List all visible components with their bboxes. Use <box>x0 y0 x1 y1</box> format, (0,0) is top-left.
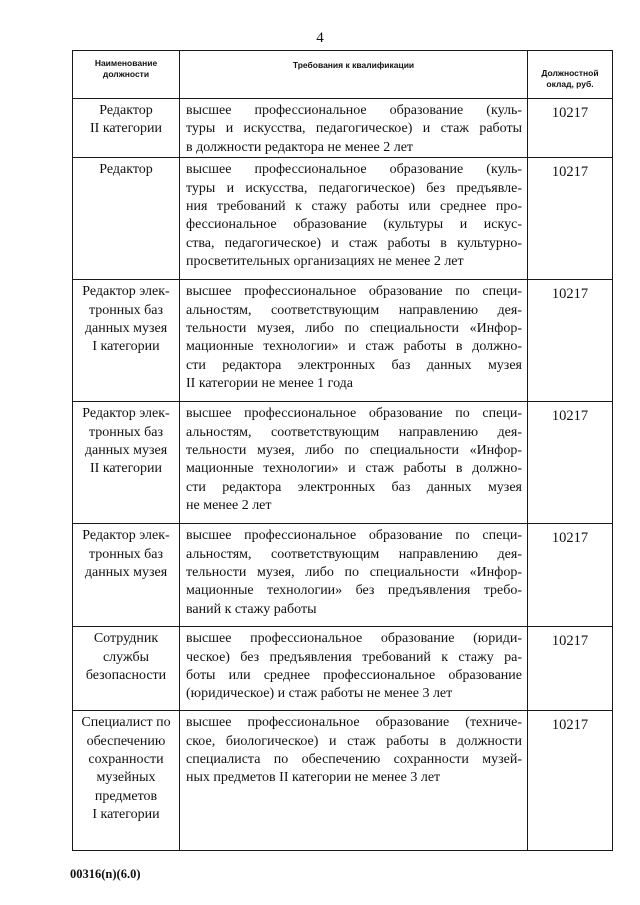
header-requirements: Требования к квалификации <box>180 51 528 99</box>
table-row <box>73 99 613 158</box>
position-cell <box>73 627 180 711</box>
requirements-line: туры и искусства, педагогическое) и стаж работы <box>186 121 522 137</box>
requirements-line: ных предметов II категории не менее 3 лет <box>186 770 441 786</box>
position-cell <box>73 158 180 280</box>
requirements-line: тельности музея, либо по специальности «Инфор- <box>186 321 522 337</box>
salary-cell: 10217 <box>528 99 613 158</box>
requirements-line: сти редактора электронных баз данных музея <box>186 479 522 495</box>
position-cell <box>73 711 180 851</box>
table-row <box>73 627 613 711</box>
salary-cell: 10217 <box>528 711 613 851</box>
position-line: I категории <box>92 807 160 823</box>
header-position: Наименование должности <box>73 51 180 99</box>
requirements-line: высшее профессиональное образование (юриди- <box>186 631 522 647</box>
table-row <box>73 524 613 627</box>
requirements-cell <box>180 524 528 627</box>
salary-cell: 10217 <box>528 402 613 524</box>
position-line: II категории <box>90 461 162 477</box>
salary-cell: 10217 <box>528 627 613 711</box>
table-row <box>73 280 613 402</box>
requirements-line: высшее профессиональное образование (куль- <box>186 162 522 178</box>
table-body <box>73 99 613 851</box>
requirements-line: высшее профессиональное образование (куль- <box>186 103 522 118</box>
position-line: Редактор элек- <box>82 528 170 544</box>
position-line: безопасности <box>85 668 167 684</box>
position-cell <box>73 99 180 158</box>
requirements-line: сти редактора электронных баз данных музея <box>186 357 522 373</box>
requirements-line: ния требований к стажу работы или среднее про- <box>186 199 522 215</box>
position-line: Редактор <box>99 162 153 178</box>
document-code: 00316(n)(6.0) <box>70 867 141 881</box>
requirements-line: (юридическое) и стаж работы не менее 3 лет <box>186 686 453 702</box>
table-header-row <box>73 51 613 99</box>
requirements-line: специалиста по обеспечению сохранности музей- <box>186 752 522 768</box>
page-number: 4 <box>316 30 324 46</box>
position-line: музейных <box>96 770 156 786</box>
requirements-line: ческое) без предъявления требований к стажу ра- <box>186 649 522 665</box>
position-cell <box>73 402 180 524</box>
requirements-line: тельности музея, либо по специальности «Инфор- <box>186 565 522 581</box>
requirements-line: в должности редактора не менее 2 лет <box>186 139 414 155</box>
requirements-line: мационные технологии» и стаж работы в должно- <box>186 339 522 355</box>
position-line: Редактор <box>99 103 153 118</box>
position-line: Редактор элек- <box>82 284 170 300</box>
requirements-cell <box>180 280 528 402</box>
requirements-cell <box>180 402 528 524</box>
table-row <box>73 402 613 524</box>
requirements-cell <box>180 711 528 851</box>
requirements-line: альностям, соответствующим направлению дея- <box>186 546 522 562</box>
requirements-line: не менее 2 лет <box>186 498 272 514</box>
requirements-line: высшее профессиональное образование (техниче- <box>186 715 522 731</box>
requirements-cell <box>180 627 528 711</box>
requirements-line: боты или среднее профессиональное образование <box>186 668 522 684</box>
requirements-line: высшее профессиональное образование по специ- <box>186 528 522 544</box>
requirements-cell <box>180 99 528 158</box>
position-cell <box>73 524 180 627</box>
requirements-line: тельности музея, либо по специальности «Инфор- <box>186 443 522 459</box>
position-line: обеспечению <box>86 733 166 749</box>
position-line: Редактор элек- <box>82 406 170 422</box>
position-line: сохранности <box>88 752 164 768</box>
position-line: II категории <box>90 121 162 137</box>
salary-cell: 10217 <box>528 280 613 402</box>
requirements-line: фессиональное образование (культуры и искус- <box>186 217 522 233</box>
salary-cell: 10217 <box>528 158 613 280</box>
requirements-line: высшее профессиональное образование по специ- <box>186 284 522 300</box>
requirements-line: II категории не менее 1 года <box>186 376 354 392</box>
salary-cell: 10217 <box>528 524 613 627</box>
position-line: данных музея <box>84 321 168 337</box>
qualification-table <box>72 50 613 851</box>
requirements-line: высшее профессиональное образование по специ- <box>186 406 522 422</box>
position-line: службы <box>102 649 150 665</box>
requirements-cell <box>180 158 528 280</box>
requirements-line: просветительных организациях не менее 2 лет <box>186 254 464 270</box>
table-row <box>73 158 613 280</box>
requirements-line: мационные технологии» без предъявления требо- <box>186 583 522 599</box>
requirements-line: ства, педагогическое) и стаж работы в культурно- <box>186 235 522 251</box>
requirements-line: мационные технологии» и стаж работы в должно- <box>186 461 522 477</box>
requirements-line: альностям, соответствующим направлению дея- <box>186 424 522 440</box>
position-line: предметов <box>94 788 158 804</box>
position-line: данных музея <box>84 565 168 581</box>
position-line: Специалист по <box>81 715 171 731</box>
position-line: Сотрудник <box>93 631 159 647</box>
requirements-line: ское, биологическое) и стаж работы в должности <box>186 733 522 749</box>
requirements-line: туры и искусства, педагогическое) без предъявле- <box>186 180 522 196</box>
position-line: тронных баз <box>88 546 164 562</box>
position-cell <box>73 280 180 402</box>
table-row <box>73 711 613 851</box>
position-line: тронных баз <box>88 424 164 440</box>
requirements-line: альностям, соответствующим направлению дея- <box>186 302 522 318</box>
position-line: I категории <box>92 339 160 355</box>
requirements-line: ваний к стажу работы <box>186 601 317 617</box>
position-line: тронных баз <box>88 302 164 318</box>
header-salary: Должностной оклад, руб. <box>528 51 613 99</box>
position-line: данных музея <box>84 443 168 459</box>
